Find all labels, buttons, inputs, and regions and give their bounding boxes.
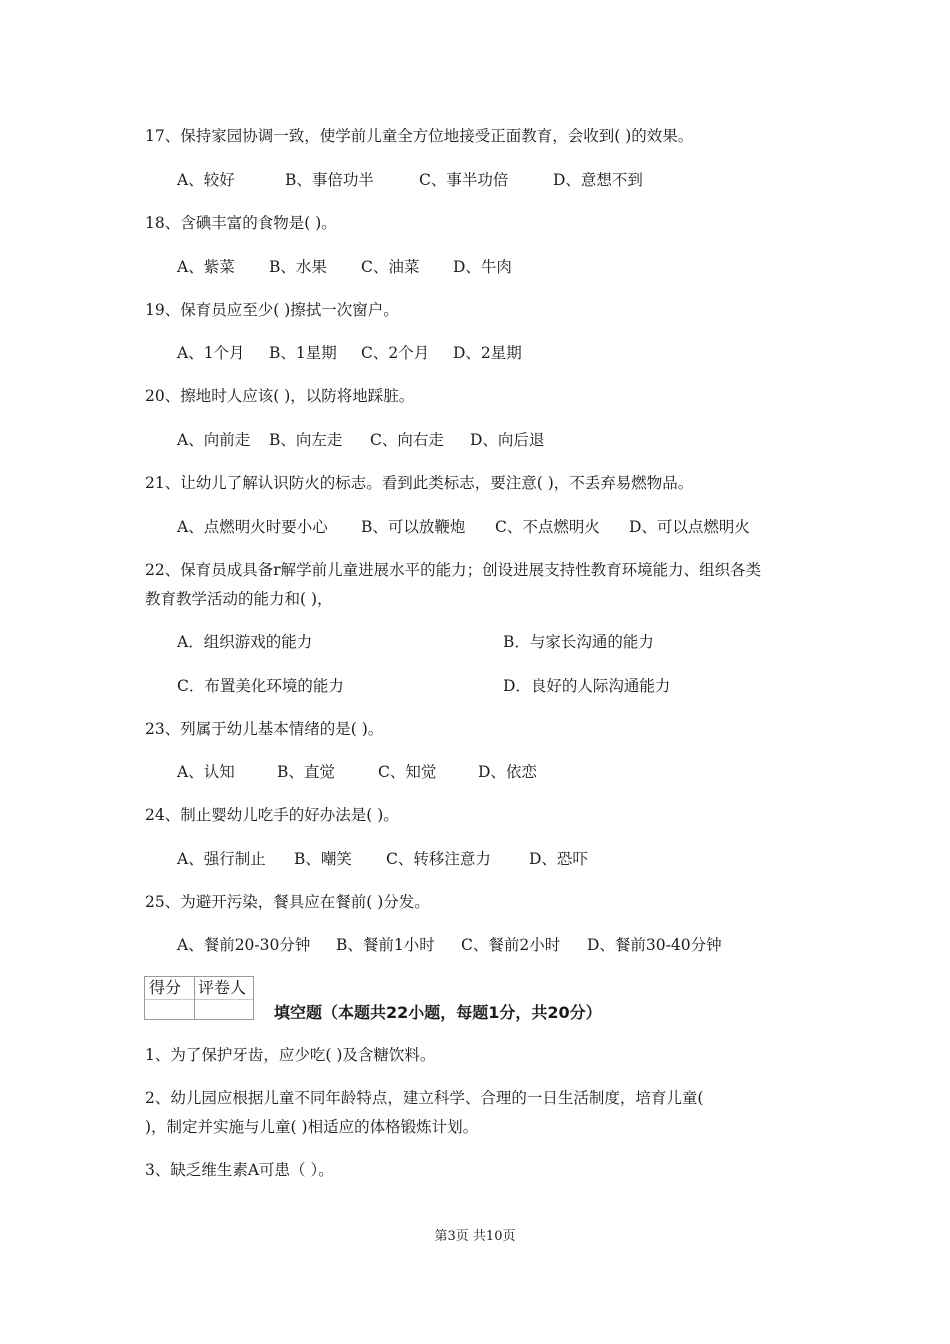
question-18-stem: 18、含碘丰富的食物是( )。: [145, 214, 337, 232]
option-d: D、意想不到: [553, 171, 643, 189]
option-c: C、转移注意力: [386, 850, 491, 868]
option-c: C、餐前2小时: [461, 936, 561, 954]
option-a: A、较好: [177, 171, 235, 189]
option-b: B、向左走: [269, 431, 343, 449]
option-d: D、可以点燃明火: [629, 518, 750, 536]
option-c: C、知觉: [378, 763, 437, 781]
fill-blank-3: 3、缺乏维生素A可患（ ）。: [145, 1161, 334, 1179]
option-a: A、向前走: [177, 431, 251, 449]
option-d: D、2星期: [453, 344, 522, 362]
option-c: C、向右走: [370, 431, 444, 449]
section-title: 填空题（本题共22小题，每题1分，共20分）: [274, 1003, 602, 1022]
option-b: B、可以放鞭炮: [361, 518, 466, 536]
option-c: C、2个月: [361, 344, 430, 362]
option-a: A、认知: [177, 763, 235, 781]
question-22-stem-line1: 22、保育员成具备r解学前儿童进展水平的能力；创设进展支持性教育环境能力、组织各类: [145, 561, 762, 579]
option-a: A、强行制止: [177, 850, 266, 868]
option-a: A．组织游戏的能力: [177, 633, 313, 651]
score-box-divider: [145, 999, 253, 1000]
option-b: B、事倍功半: [285, 171, 374, 189]
option-c: C．布置美化环境的能力: [177, 677, 344, 695]
option-c: C、不点燃明火: [495, 518, 600, 536]
question-23-stem: 23、列属于幼儿基本情绪的是( )。: [145, 720, 384, 738]
option-c: C、油菜: [361, 258, 420, 276]
option-b: B、嘲笑: [294, 850, 352, 868]
option-a: A、餐前20-30分钟: [177, 936, 311, 954]
question-20-stem: 20、擦地时人应该( )，以防将地踩脏。: [145, 387, 415, 405]
option-b: B、直觉: [277, 763, 335, 781]
question-19-stem: 19、保育员应至少( )擦拭一次窗户。: [145, 301, 399, 319]
score-label: 得分: [149, 978, 182, 997]
option-b: B．与家长沟通的能力: [503, 633, 654, 651]
question-24-stem: 24、制止婴幼儿吃手的好办法是( )。: [145, 806, 399, 824]
page-footer: 第3页 共10页: [434, 1229, 516, 1244]
fill-blank-1: 1、为了保护牙齿，应少吃( )及含糖饮料。: [145, 1046, 436, 1064]
grader-label: 评卷人: [198, 978, 247, 997]
option-a: A、1个月: [177, 344, 245, 362]
score-box: [144, 976, 254, 1020]
question-25-stem: 25、为避开污染，餐具应在餐前( )分发。: [145, 893, 430, 911]
option-d: D、向后退: [470, 431, 545, 449]
option-b: B、餐前1小时: [336, 936, 435, 954]
option-a: A、紫菜: [177, 258, 235, 276]
option-c: C、事半功倍: [419, 171, 509, 189]
question-21-stem: 21、让幼儿了解认识防火的标志。看到此类标志，要注意( )，不丢弃易燃物品。: [145, 474, 694, 492]
option-d: D．良好的人际沟通能力: [503, 677, 671, 695]
score-box-column-divider: [194, 977, 195, 1019]
option-d: D、餐前30-40分钟: [587, 936, 722, 954]
option-b: B、水果: [269, 258, 327, 276]
option-d: D、牛肉: [453, 258, 512, 276]
question-22-stem-line2: 教育教学活动的能力和( )，: [145, 590, 333, 608]
fill-blank-2-line1: 2、幼儿园应根据儿童不同年龄特点，建立科学、合理的一日生活制度，培育儿童(: [145, 1089, 704, 1107]
option-d: D、依恋: [478, 763, 537, 781]
option-d: D、恐吓: [529, 850, 588, 868]
option-a: A、点燃明火时要小心: [177, 518, 328, 536]
question-17-stem: 17、保持家园协调一致，使学前儿童全方位地接受正面教育，会收到( )的效果。: [145, 127, 694, 145]
option-b: B、1星期: [269, 344, 337, 362]
fill-blank-2-line2: )，制定并实施与儿童( )相适应的体格锻炼计划。: [145, 1118, 479, 1136]
